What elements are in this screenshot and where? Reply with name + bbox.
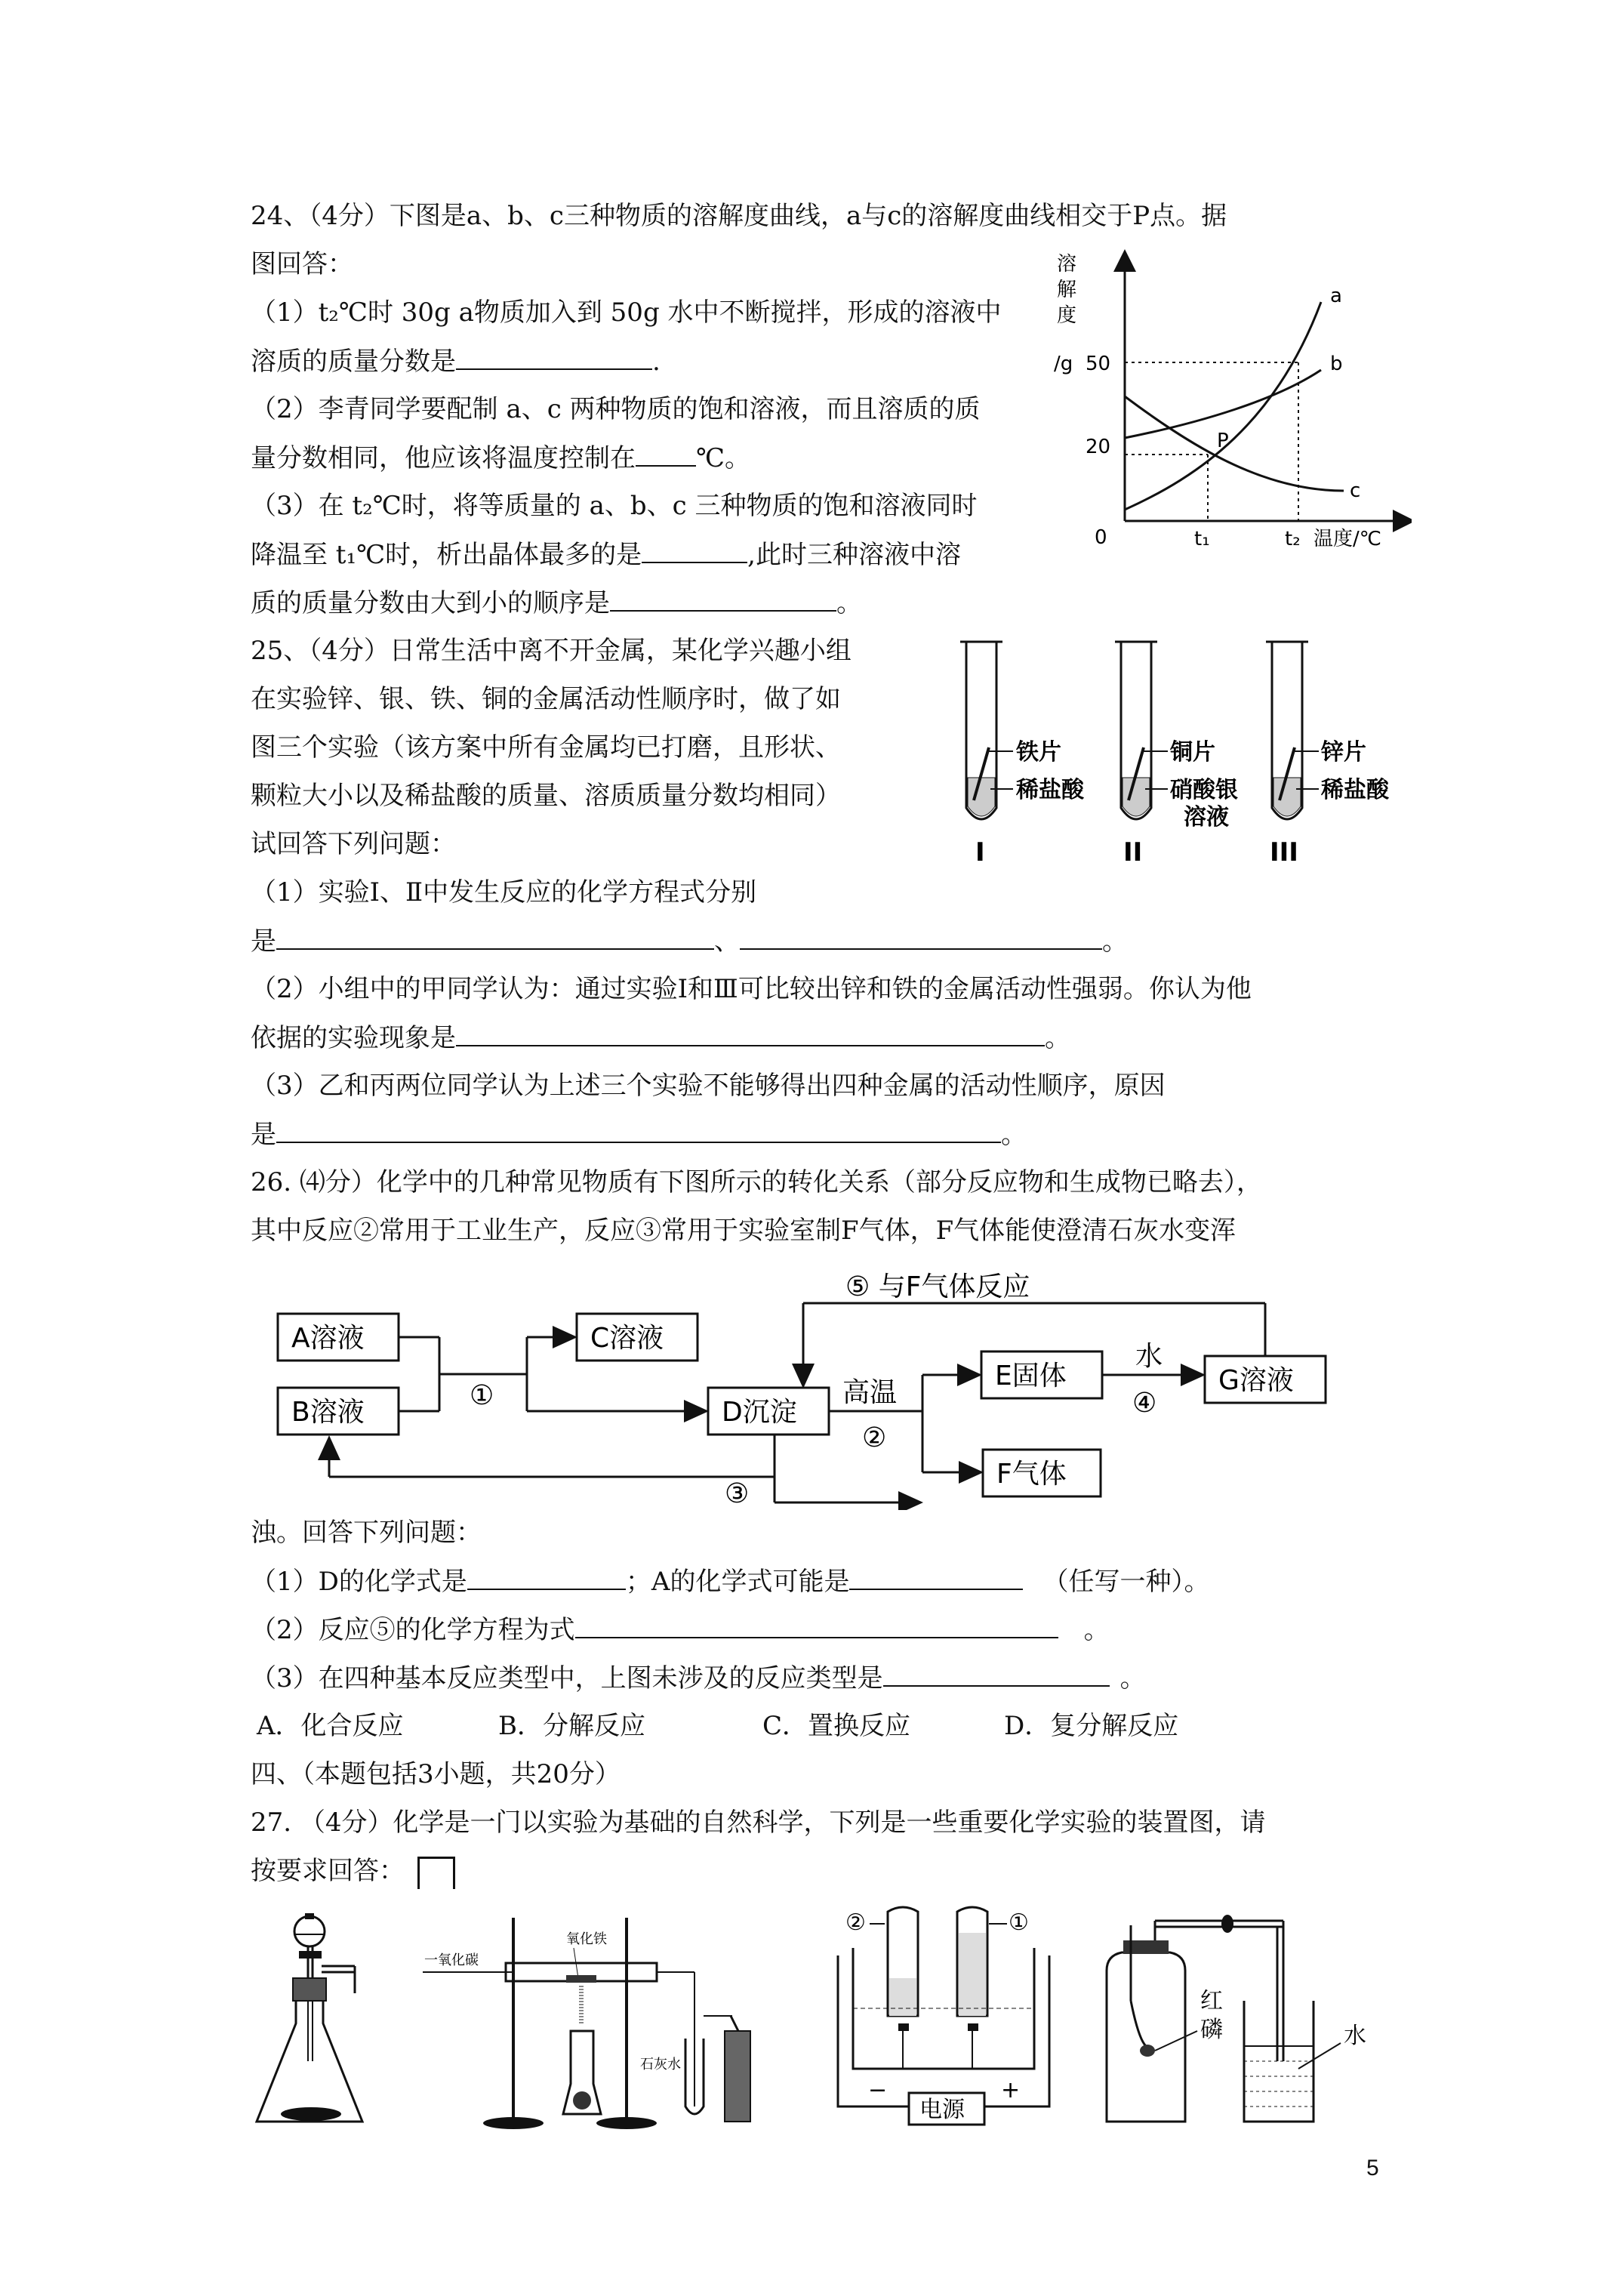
limewater-label: 石灰水 — [640, 2057, 681, 2073]
apparatus-phosphorus — [1079, 1910, 1404, 2137]
box-A-label: A溶液 — [291, 1323, 365, 1354]
tube-1-marker: ① — [1009, 1909, 1029, 1936]
q25-line-9 — [251, 1022, 1070, 1053]
q25-line-7-mid: 、 — [714, 926, 740, 957]
q25-blank-3[interactable] — [456, 1022, 1045, 1046]
co-label: 一氧化碳 — [424, 1952, 479, 1968]
solubility-graph — [1049, 249, 1412, 566]
conversion-flow-diagram — [257, 1253, 1359, 1510]
page-number: 5 — [1366, 2156, 1379, 2180]
reaction-4-condition: 水 — [1135, 1341, 1163, 1372]
tube-3 — [1266, 642, 1390, 868]
q26-line-3: 浊。回答下列问题： — [251, 1518, 482, 1548]
q24-line-8-end: ,此时三种溶液中溶 — [747, 540, 961, 570]
point-p-label: P — [1217, 430, 1229, 452]
tube-3-liquid: 稀盐酸 — [1321, 777, 1389, 803]
q25-line-9-text: 依据的实验现象是 — [251, 1023, 456, 1053]
q25-line-5: 试回答下列问题： — [251, 829, 456, 859]
q26-option-a[interactable]: A．化合反应 — [257, 1711, 404, 1741]
q24-line-9-end: 。 — [836, 588, 862, 618]
q25-line-4: 颗粒大小以及稀盐酸的质量、溶质质量分数均相同） — [251, 781, 841, 811]
q26-blank-2[interactable] — [849, 1566, 1023, 1590]
reaction-5-label: ⑤ 与F气体反应 — [845, 1271, 1030, 1302]
q25-line-7-start: 是 — [251, 926, 276, 957]
q24-sub1-text: 溶质的质量分数是 — [251, 347, 456, 377]
plus-sign: + — [1001, 2077, 1021, 2103]
box-D-label: D沉淀 — [722, 1397, 797, 1428]
reaction-4-label: ④ — [1132, 1388, 1157, 1419]
box-C-label: C溶液 — [590, 1323, 664, 1354]
q25-line-7 — [251, 926, 1128, 957]
reaction-2-condition: 高温 — [842, 1377, 898, 1408]
q26-line-6 — [251, 1663, 1146, 1693]
x-axis-label: 温度/℃ — [1313, 528, 1381, 550]
origin-label: 0 — [1095, 526, 1107, 549]
q26-option-d[interactable]: D．复分解反应 — [1004, 1711, 1179, 1741]
q25-blank-2[interactable] — [740, 926, 1102, 950]
water-label: 水 — [1344, 2023, 1366, 2049]
box-E-label: E固体 — [995, 1361, 1067, 1391]
q25-line-2: 在实验锌、银、铁、铜的金属活动性顺序时，做了如 — [251, 684, 841, 714]
q25-line-11 — [251, 1119, 1027, 1150]
tube-1-liquid: 稀盐酸 — [1016, 777, 1084, 803]
q26-blank-4[interactable] — [883, 1663, 1110, 1687]
tube-2-num: II — [1123, 837, 1143, 868]
q26-option-b[interactable]: B．分解反应 — [498, 1711, 645, 1741]
q24-line-4-end: . — [652, 347, 661, 377]
q26-line-4 — [251, 1566, 1209, 1597]
q24-line-8 — [251, 539, 961, 570]
apparatus-flask — [249, 1910, 377, 2137]
curve-c-label: c — [1350, 479, 1361, 502]
q24-line-1: 24、（4分）下图是a、b、c三种物质的溶解度曲线，a与c的溶解度曲线相交于P点。据 — [251, 201, 1227, 231]
y-label-3: 度 — [1057, 304, 1077, 327]
q26-sub3-end: 。 — [1119, 1663, 1146, 1693]
q25-line-8: （2）小组中的甲同学认为：通过实验Ⅰ和Ⅲ可比较出锌和铁的金属活动性强弱。你认为他 — [251, 974, 1252, 1004]
tube-2-liquid-2: 溶液 — [1184, 804, 1229, 831]
tube-3-metal: 锌片 — [1321, 739, 1366, 766]
curve-a-label: a — [1330, 285, 1342, 307]
q26-option-c[interactable]: C．置换反应 — [762, 1711, 911, 1741]
tube-1-num: I — [975, 837, 985, 868]
q24-sub3-text: 降温至 t₁℃时，析出晶体最多的是 — [251, 540, 642, 570]
q24-line-6 — [251, 442, 750, 473]
q25-line-9-end: 。 — [1045, 1023, 1070, 1053]
phosphorus-label: 磷 — [1200, 2017, 1223, 2043]
tube-2-marker: ② — [845, 1909, 866, 1936]
section-4-heading: 四、（本题包括3小题，共20分） — [251, 1759, 621, 1789]
q24-line-2: 图回答： — [251, 249, 353, 279]
box-G-label: G溶液 — [1218, 1365, 1294, 1396]
box-F-label: F气体 — [996, 1459, 1067, 1490]
y-label-4: /g — [1054, 353, 1073, 375]
q26-blank-3[interactable] — [575, 1614, 1058, 1638]
q24-sub3b-text: 质的质量分数由大到小的顺序是 — [251, 588, 610, 618]
apparatus-co-reduction — [423, 1903, 770, 2137]
q26-line-1: 26. ⑷分）化学中的几种常见物质有下图所示的转化关系（部分反应物和生成物已略去）， — [251, 1167, 1262, 1197]
q24-line-6-end: ℃。 — [696, 443, 751, 473]
reaction-3-label: ③ — [725, 1478, 750, 1509]
reaction-2-label: ② — [862, 1422, 887, 1453]
curve-a — [1125, 302, 1321, 510]
q25-line-11-end: 。 — [1001, 1120, 1027, 1150]
q26-line-5 — [251, 1614, 1110, 1645]
x-tick-t1: t₁ — [1194, 528, 1210, 550]
red-label: 红 — [1200, 1988, 1223, 2014]
q24-sub2-text: 量分数相同，他应该将温度控制在 — [251, 443, 636, 473]
q25-line-3: 图三个实验（该方案中所有金属均已打磨，且形状、 — [251, 732, 841, 763]
q26-sub1-mid: ；A的化学式可能是 — [625, 1567, 850, 1597]
q24-line-9 — [251, 587, 862, 618]
power-supply-label: 电源 — [919, 2097, 965, 2123]
q25-line-7-end: 。 — [1102, 926, 1128, 957]
q24-blank-4[interactable] — [610, 587, 836, 612]
q26-sub1-end: （任写一种）。 — [1042, 1567, 1210, 1597]
q27-line-1: 27. （4分）化学是一门以实验为基础的自然科学，下列是一些重要化学实验的装置图，请 — [251, 1808, 1266, 1838]
q25-line-6: （1）实验Ⅰ、Ⅱ中发生反应的化学方程式分别 — [251, 877, 757, 908]
q27-line-2-text: 按要求回答： — [251, 1856, 405, 1886]
q26-line-2: 其中反应②常用于工业生产，反应③常用于实验室制F气体，F气体能使澄清石灰水变浑 — [251, 1216, 1236, 1246]
tube-1-metal: 铁片 — [1016, 739, 1061, 766]
q25-blank-1[interactable] — [276, 926, 714, 950]
q26-sub3-text: （3）在四种基本反应类型中，上图未涉及的反应类型是 — [251, 1663, 883, 1693]
q26-sub2-text: （2）反应⑤的化学方程为式 — [251, 1615, 575, 1645]
curve-b-label: b — [1330, 353, 1343, 375]
apparatus-electrolysis — [830, 1903, 1072, 2137]
iron-oxide-label: 氧化铁 — [566, 1931, 607, 1947]
minus-sign: − — [868, 2077, 888, 2103]
y-tick-50: 50 — [1086, 353, 1111, 375]
q24-blank-2[interactable] — [636, 442, 696, 467]
q24-blank-3[interactable] — [642, 539, 747, 563]
q25-line-11-start: 是 — [251, 1120, 276, 1150]
tube-1 — [960, 642, 1085, 868]
curve-b — [1125, 370, 1321, 438]
box-B-label: B溶液 — [291, 1397, 365, 1428]
tube-2-liquid-1: 硝酸银 — [1170, 777, 1238, 803]
y-label-2: 解 — [1057, 279, 1077, 301]
q25-line-10: （3）乙和丙两位同学认为上述三个实验不能够得出四种金属的活动性顺序，原因 — [251, 1071, 1166, 1101]
q27-answer-box[interactable] — [417, 1857, 455, 1889]
q24-line-5: （2）李青同学要配制 a、c 两种物质的饱和溶液，而且溶质的质 — [251, 394, 981, 424]
x-tick-t2: t₂ — [1285, 528, 1301, 550]
q24-blank-1[interactable] — [456, 346, 652, 370]
q25-line-1: 25、（4分）日常生活中离不开金属，某化学兴趣小组 — [251, 636, 852, 666]
test-tubes-figure — [944, 634, 1419, 868]
reaction-1-label: ① — [470, 1380, 494, 1411]
q24-line-3: （1）t₂℃时 30g a物质加入到 50g 水中不断搅拌，形成的溶液中 — [251, 297, 1002, 328]
tube-2-metal: 铜片 — [1170, 739, 1215, 766]
q24-line-4 — [251, 346, 661, 377]
q27-line-2 — [251, 1856, 455, 1889]
y-tick-20: 20 — [1086, 436, 1111, 458]
q26-sub2-end: 。 — [1083, 1615, 1110, 1645]
q26-sub1-text: （1）D的化学式是 — [251, 1567, 467, 1597]
y-label-1: 溶 — [1057, 253, 1077, 276]
tube-2 — [1115, 642, 1238, 868]
q24-line-7: （3）在 t₂℃时，将等质量的 a、b、c 三种物质的饱和溶液同时 — [251, 491, 978, 521]
q25-blank-4[interactable] — [276, 1119, 1001, 1143]
q26-blank-1[interactable] — [467, 1566, 626, 1590]
tube-3-num: III — [1270, 837, 1298, 868]
